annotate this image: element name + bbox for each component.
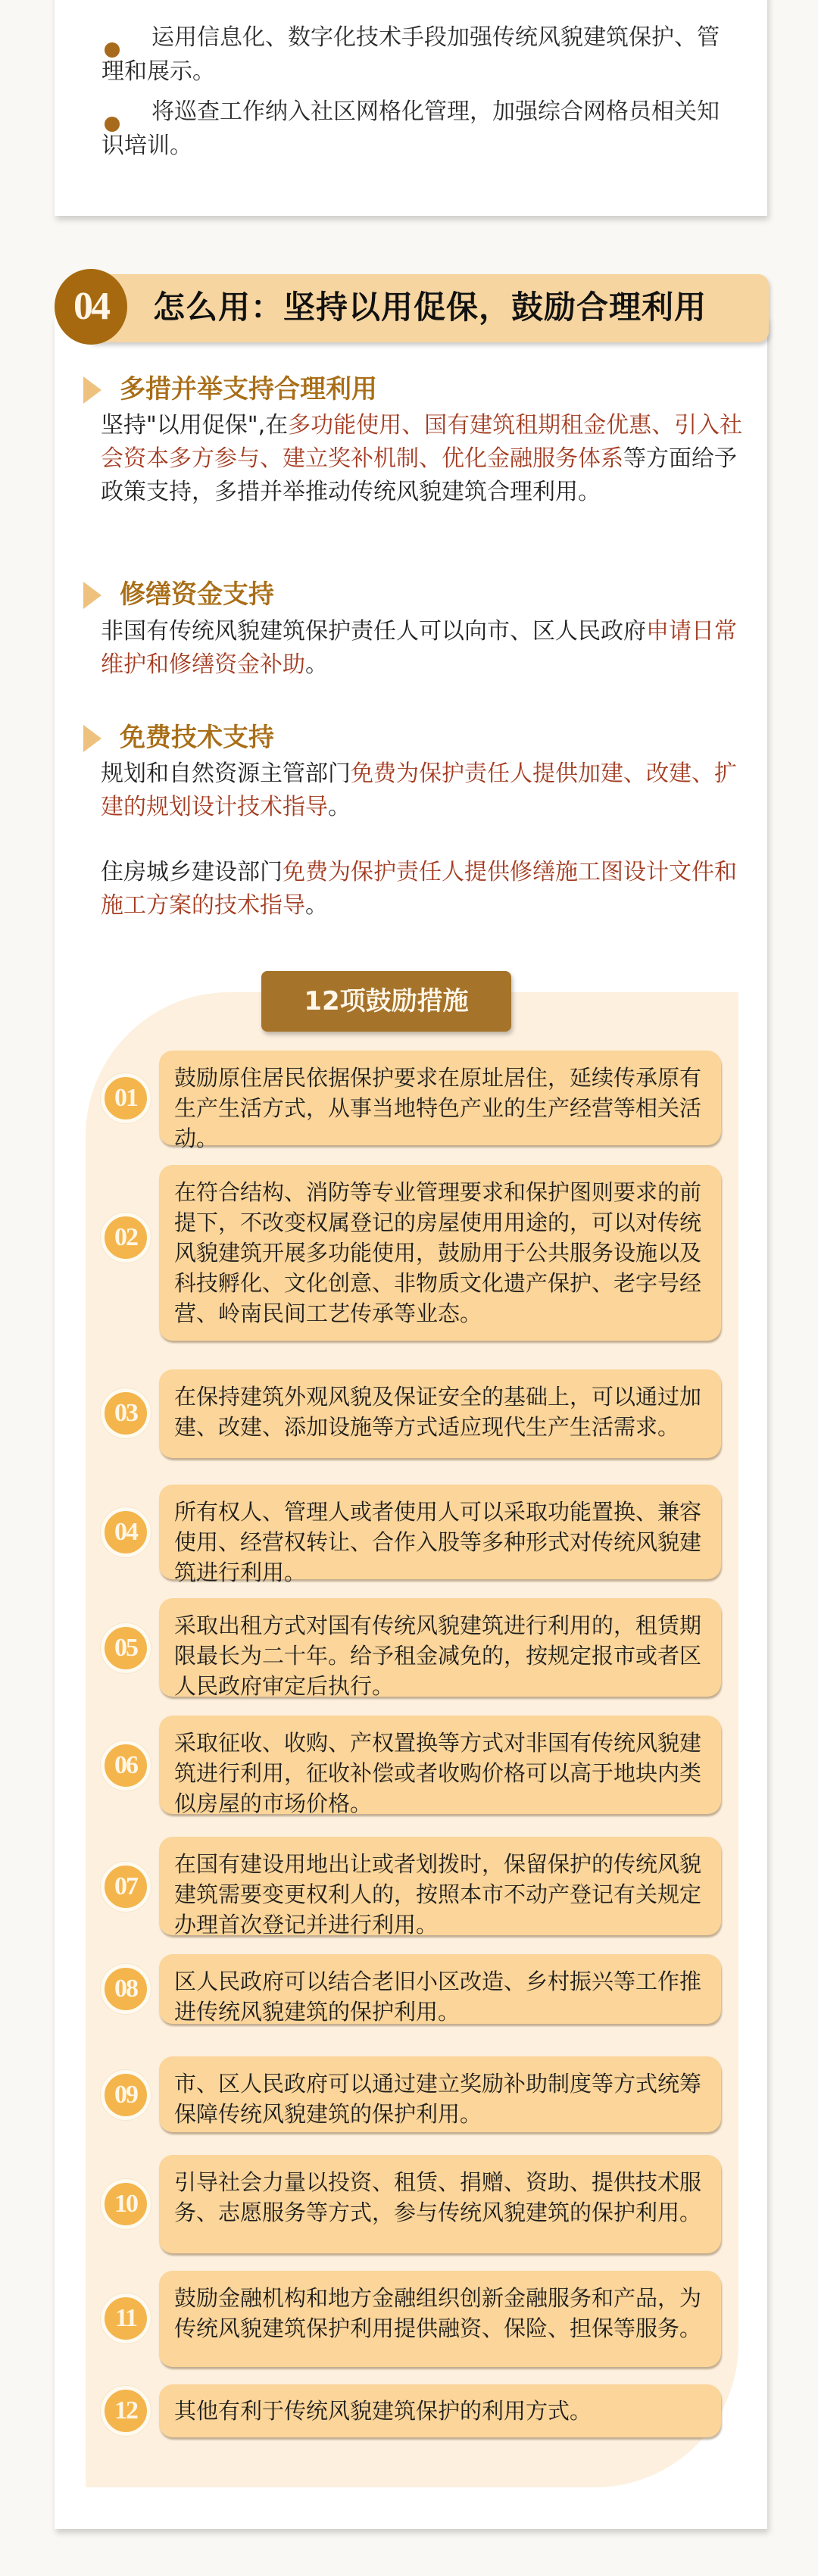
- subsection-heading-label: 多措并举支持合理利用: [120, 374, 377, 404]
- subsection-heading-usage: [83, 373, 377, 406]
- paragraph-text: 等方面给予政策支持，多措并举推动传统风貌建筑合理利用。: [101, 445, 737, 505]
- measure-number-badge: 02: [101, 1213, 151, 1263]
- measure-number-badge: 09: [101, 2070, 151, 2120]
- paragraph-text: 。: [328, 794, 351, 820]
- measure-number-badge: 03: [101, 1388, 151, 1438]
- measure-number-badge: 11: [101, 2293, 151, 2343]
- subsection-paragraph: [101, 409, 752, 509]
- measure-item: 在国有建设用地出让或者划拨时，保留保护的传统风貌建筑需要变更权利人的，按照本市不动产登记有关规定办理首次登记并进行利用。: [159, 1837, 721, 1935]
- measures-title: 12项鼓励措施: [261, 971, 511, 1032]
- subsection-heading-funding: [83, 578, 274, 611]
- bullet-item: 运用信息化、数字化技术手段加强传统风貌建筑保护、管理和展示。: [101, 24, 720, 85]
- paragraph-text: 坚持"以用促保",在: [101, 412, 289, 439]
- measure-item: 采取征收、收购、产权置换等方式对非国有传统风貌建筑进行利用，征收补偿或者收购价格可以高于地块内类似房屋的市场价格。: [159, 1716, 721, 1814]
- paragraph-highlight: 免费为保护责任人提供加建、改建、扩建的规划设计技术指导: [101, 760, 737, 820]
- measure-item: 鼓励原住居民依据保护要求在原址居住，延续传承原有生产生活方式，从事当地特色产业的生产经营等相关活动。: [159, 1051, 721, 1145]
- paragraph-highlight: 申请日常维护和修缮资金补助: [101, 618, 737, 678]
- paragraph-highlight: 多功能使用、国有建筑租期租金优惠、引入社会资本多方参与、建立奖补机制、优化金融服务体系: [101, 412, 743, 472]
- measure-item: 采取出租方式对国有传统风貌建筑进行利用的，租赁期限最长为二十年。给予租金减免的，按规定报市或者区人民政府审定后执行。: [159, 1598, 721, 1697]
- paragraph-text: 。: [305, 651, 328, 678]
- measure-number-badge: 04: [101, 1507, 151, 1557]
- measure-number-badge: 10: [101, 2179, 151, 2229]
- subsection-heading-label: 免费技术支持: [120, 723, 274, 753]
- measure-item: 区人民政府可以结合老旧小区改造、乡村振兴等工作推进传统风貌建筑的保护利用。: [159, 1954, 721, 2024]
- measure-item: 其他有利于传统风貌建筑保护的利用方式。: [159, 2384, 721, 2437]
- measure-number-badge: 08: [101, 1964, 151, 2014]
- measure-number-badge: 12: [101, 2386, 151, 2436]
- measure-item: 引导社会力量以投资、租赁、捐赠、资助、提供技术服务、志愿服务等方式，参与传统风貌建筑的保护利用。: [159, 2155, 721, 2253]
- measure-item: 市、区人民政府可以通过建立奖励补助制度等方式统筹保障传统风貌建筑的保护利用。: [159, 2056, 721, 2132]
- measure-item: 所有权人、管理人或者使用人可以采取功能置换、兼容使用、经营权转让、合作入股等多种形式对传统风貌建筑进行利用。: [159, 1485, 721, 1579]
- subsection-paragraph: [101, 856, 752, 923]
- subsection-paragraph: [101, 615, 752, 682]
- section-number-badge: 04: [55, 269, 127, 345]
- subsection-heading-label: 修缮资金支持: [120, 579, 274, 610]
- paragraph-text: 非国有传统风貌建筑保护责任人可以向市、区人民政府: [101, 618, 646, 645]
- measure-item: 在保持建筑外观风貌及保证安全的基础上，可以通过加建、改建、添加设施等方式适应现代生产生活需求。: [159, 1369, 721, 1458]
- bullet-item: 将巡查工作纳入社区网格化管理，加强综合网格员相关知识培训。: [101, 98, 720, 159]
- paragraph-text: 。: [305, 892, 328, 919]
- measure-number-badge: 05: [101, 1623, 151, 1673]
- section-title: 怎么用：坚持以用促保，鼓励合理利用: [153, 289, 707, 326]
- measure-number-badge: 06: [101, 1741, 151, 1791]
- paragraph-text: 规划和自然资源主管部门: [101, 760, 351, 787]
- measure-number-badge: 01: [101, 1073, 151, 1123]
- measure-item: 在符合结构、消防等专业管理要求和保护图则要求的前提下，不改变权属登记的房屋使用用途的，可以对传统风貌建筑开展多功能使用，鼓励用于公共服务设施以及科技孵化、文化创意、非物质文化遗产保护、老字号经营、岭南民间工艺传承等业态。: [159, 1165, 721, 1341]
- measure-item: 鼓励金融机构和地方金融组织创新金融服务和产品，为传统风貌建筑保护利用提供融资、保险、担保等服务。: [159, 2271, 721, 2367]
- subsection-paragraph: [101, 757, 752, 824]
- subsection-heading-technical: [83, 721, 274, 754]
- paragraph-highlight: 免费为保护责任人提供修缮施工图设计文件和施工方案的技术指导: [101, 859, 737, 919]
- paragraph-text: 住房城乡建设部门: [101, 859, 283, 885]
- measure-number-badge: 07: [101, 1862, 151, 1912]
